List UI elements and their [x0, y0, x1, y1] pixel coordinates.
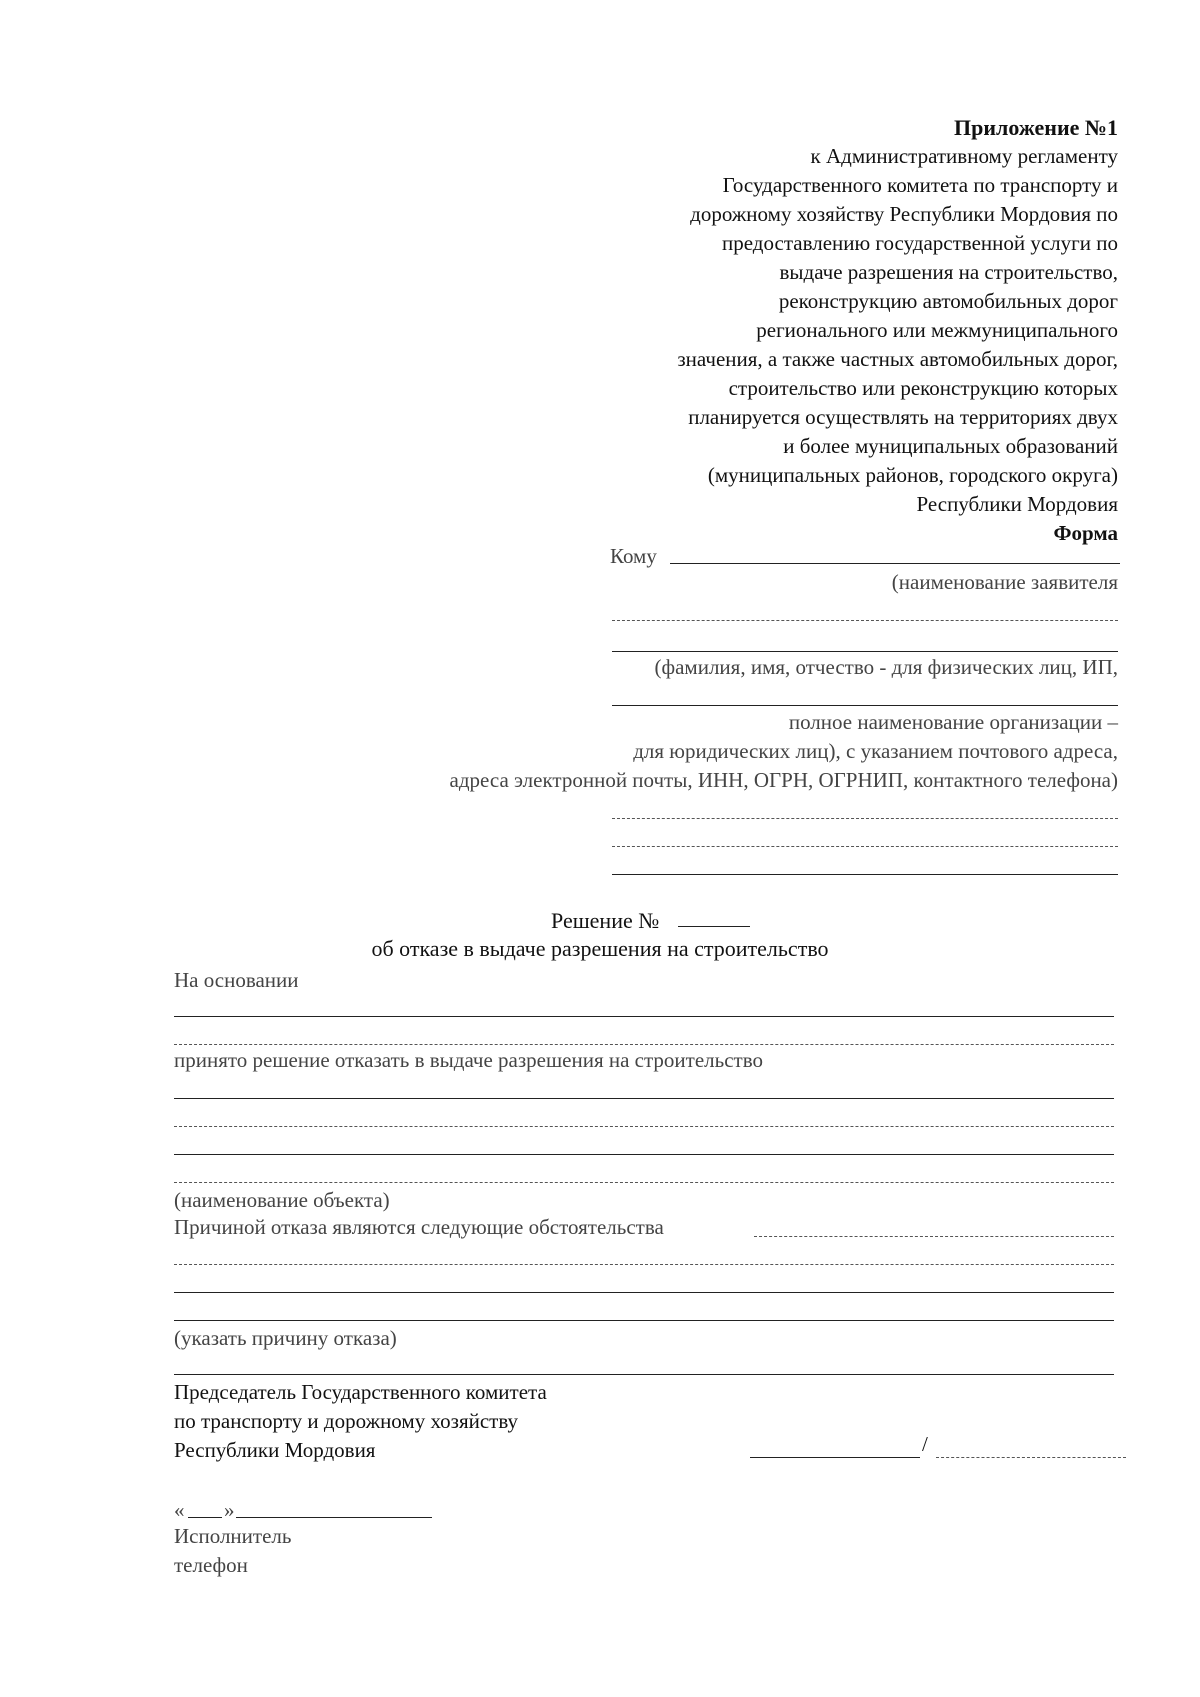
- form-label: Форма: [1053, 521, 1118, 545]
- appendix-line: предоставлению государственной услуги по: [722, 231, 1118, 255]
- object-line[interactable]: [174, 1154, 1114, 1155]
- applicant-line[interactable]: [612, 651, 1118, 652]
- address-line[interactable]: [612, 846, 1118, 847]
- date-quote-open: «: [174, 1498, 185, 1522]
- object-line[interactable]: [174, 1126, 1114, 1127]
- org-hint: для юридических лиц), с указанием почтового адреса,: [633, 739, 1118, 763]
- signer-line: Председатель Государственного комитета: [174, 1380, 547, 1404]
- decision-number-line[interactable]: [678, 926, 750, 927]
- appendix-header: [498, 113, 1118, 548]
- address-line[interactable]: [612, 874, 1118, 875]
- appendix-line: Республики Мордовия: [916, 492, 1118, 516]
- executor-label: Исполнитель: [174, 1524, 292, 1548]
- reason-label: Причиной отказа являются следующие обстоятельства: [174, 1215, 664, 1239]
- to-label: Кому: [610, 544, 657, 568]
- to-field-line[interactable]: [670, 563, 1120, 564]
- date-month-line[interactable]: [236, 1517, 432, 1518]
- org-hint: адреса электронной почты, ИНН, ОГРН, ОГРНИП, контактного телефона): [449, 768, 1118, 792]
- decision-subtitle: об отказе в выдаче разрешения на строительство: [371, 936, 829, 961]
- object-line[interactable]: [174, 1098, 1114, 1099]
- reason-hint: (указать причину отказа): [174, 1326, 397, 1350]
- decision-text: принято решение отказать в выдаче разрешения на строительство: [174, 1048, 763, 1072]
- person-line[interactable]: [612, 705, 1118, 706]
- basis-line[interactable]: [174, 1016, 1114, 1017]
- appendix-line: дорожному хозяйству Республики Мордовия по: [690, 202, 1118, 226]
- appendix-line: и более муниципальных образований: [783, 434, 1118, 458]
- date-quote-close: »: [224, 1498, 235, 1522]
- reason-line[interactable]: [174, 1292, 1114, 1293]
- appendix-line: к Административному регламенту: [810, 144, 1118, 168]
- org-hint: полное наименование организации –: [788, 710, 1118, 734]
- applicant-hint: (наименование заявителя: [891, 570, 1118, 594]
- signer-line: Республики Мордовия: [174, 1438, 376, 1462]
- person-hint: (фамилия, имя, отчество - для физических лиц, ИП,: [654, 655, 1118, 679]
- phone-label: телефон: [174, 1553, 248, 1577]
- appendix-line: Государственного комитета по транспорту и: [722, 173, 1118, 197]
- decision-title: Решение №: [551, 908, 660, 933]
- appendix-line: выдаче разрешения на строительство,: [779, 260, 1118, 284]
- appendix-line: строительство или реконструкцию которых: [728, 376, 1118, 400]
- appendix-line: реконструкцию автомобильных дорог: [778, 289, 1118, 313]
- appendix-title: Приложение №1: [954, 115, 1118, 140]
- signer-line: по транспорту и дорожному хозяйству: [174, 1409, 519, 1433]
- object-hint: (наименование объекта): [174, 1188, 390, 1212]
- address-line[interactable]: [612, 818, 1118, 819]
- reason-line[interactable]: [174, 1264, 1114, 1265]
- appendix-line: (муниципальных районов, городского округа): [707, 463, 1118, 487]
- reason-line[interactable]: [754, 1236, 1114, 1237]
- date-day-line[interactable]: [188, 1517, 222, 1518]
- appendix-line: планируется осуществлять на территориях двух: [688, 405, 1118, 429]
- signature-line[interactable]: [750, 1457, 920, 1458]
- appendix-line: значения, а также частных автомобильных дорог,: [677, 347, 1118, 371]
- reason-line[interactable]: [174, 1320, 1114, 1321]
- signature-separator: /: [922, 1432, 928, 1456]
- object-line[interactable]: [174, 1182, 1114, 1183]
- basis-label: На основании: [174, 968, 299, 992]
- name-line[interactable]: [936, 1457, 1126, 1458]
- reason-line[interactable]: [174, 1374, 1114, 1375]
- basis-line[interactable]: [174, 1044, 1114, 1045]
- applicant-line[interactable]: [612, 620, 1118, 621]
- appendix-line: регионального или межмуниципального: [756, 318, 1118, 342]
